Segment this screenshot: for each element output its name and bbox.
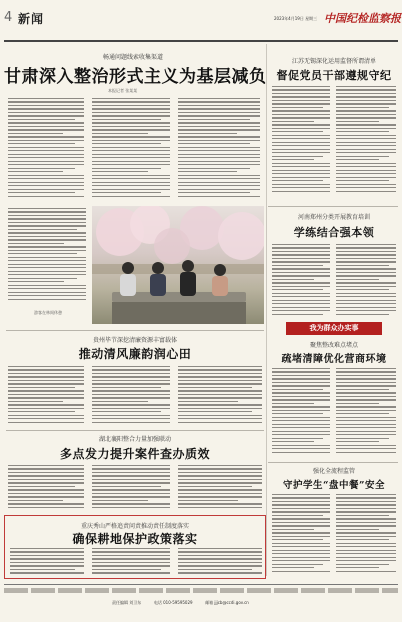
footer-email: 邮箱 jjjcb@ccdi.gov.cn bbox=[205, 600, 249, 605]
mid-kicker: 贵州毕节深挖清廉资源丰富载体 bbox=[92, 337, 177, 344]
mid-body-col-3 bbox=[178, 366, 262, 426]
right-mid-body-2 bbox=[336, 244, 396, 320]
column-label: 我为群众办实事 bbox=[286, 322, 382, 335]
mid-headline: 推动清风廉韵润心田 bbox=[78, 347, 192, 361]
lead-byline: 本报记者 张某某 bbox=[108, 88, 138, 93]
photo-caption-column bbox=[8, 208, 86, 304]
right-mid-kicker: 河南郑州分类开展教育培训 bbox=[297, 214, 370, 221]
footer-info bbox=[112, 600, 372, 606]
mid-body-col-2 bbox=[92, 366, 170, 426]
masthead-logo: 中国纪检监察报 bbox=[324, 12, 401, 25]
footer-editor: 责任编辑 刘卫东 bbox=[112, 600, 142, 605]
news-photo bbox=[92, 206, 264, 324]
lead-headline: 甘肃深入整治形式主义为基层减负 bbox=[4, 67, 267, 87]
right-bottom-kicker: 强化全流程监管 bbox=[312, 468, 355, 475]
page-number: 4 bbox=[4, 10, 13, 25]
framed-headline: 确保耕地保护政策落实 bbox=[72, 532, 198, 546]
right-top-kicker: 江苏无锡深化运用监督所谓清单 bbox=[291, 58, 376, 65]
right-lower-kicker: 聚焦整改难点堵点 bbox=[309, 342, 358, 349]
right-top-body-2 bbox=[336, 86, 396, 196]
right-top-headline: 督促党员干部遵规守纪 bbox=[276, 69, 392, 82]
framed-body-col-2 bbox=[92, 548, 170, 576]
quality-headline: 多点发力提升案件查办质效 bbox=[59, 447, 210, 461]
lead-body-col-3 bbox=[178, 98, 260, 200]
footer-phone: 电话 010-59595029 bbox=[153, 600, 193, 605]
framed-body-col-3 bbox=[178, 548, 262, 576]
quality-body-col-1 bbox=[8, 465, 84, 511]
mid-body-col-1 bbox=[8, 366, 84, 426]
right-mid-body-1 bbox=[272, 244, 330, 320]
page-header bbox=[4, 4, 401, 42]
right-bottom-body-2 bbox=[336, 494, 396, 576]
quality-body-col-3 bbox=[178, 465, 262, 511]
photo-scene bbox=[92, 206, 264, 324]
framed-body-col-1 bbox=[10, 548, 84, 576]
right-bottom-body-1 bbox=[272, 494, 330, 576]
footer-strip bbox=[4, 588, 398, 593]
lead-body-col-2 bbox=[92, 98, 170, 200]
quality-kicker: 湖北襄阳整合力量加强联动 bbox=[98, 436, 171, 443]
framed-kicker: 重庆秀山严格追责问责推动责任制度落实 bbox=[80, 523, 189, 530]
right-lower-body-1 bbox=[272, 368, 330, 458]
right-lower-body-2 bbox=[336, 368, 396, 458]
issue-date: 2023年4月19日 星期三 bbox=[274, 16, 318, 21]
header-rule bbox=[4, 40, 398, 42]
section-name: 新闻 bbox=[18, 12, 45, 26]
lead-kicker: 畅通问题线索收集渠道 bbox=[102, 54, 163, 61]
right-bottom-headline: 守护学生“盘中餐”安全 bbox=[283, 480, 385, 491]
photo-caption: 游客在林间休憩 bbox=[34, 310, 62, 315]
right-mid-headline: 学练结合强本领 bbox=[293, 226, 375, 239]
right-top-body-1 bbox=[272, 86, 330, 196]
quality-body-col-2 bbox=[92, 465, 170, 511]
right-lower-headline: 疏堵清障优化营商环境 bbox=[281, 354, 387, 365]
lead-body-col-1 bbox=[8, 98, 84, 200]
